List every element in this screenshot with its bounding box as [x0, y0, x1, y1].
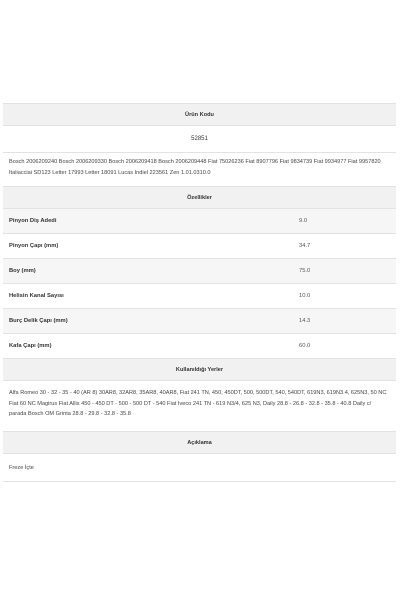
spec-label: Pinyon Diş Adedi — [9, 218, 57, 224]
spec-label: Kafa Çapı (mm) — [9, 343, 52, 349]
spec-label: Burç Delik Çapı (mm) — [9, 318, 68, 324]
spec-value: 75.0 — [299, 268, 311, 274]
description-text: Freze İçte — [9, 465, 34, 471]
usage-row — [3, 381, 396, 432]
spec-value: 9.0 — [299, 218, 308, 224]
description-header-label: Açıklama — [187, 439, 212, 446]
usage-header-label: Kullanıldığı Yerler — [175, 366, 224, 373]
specs-header — [3, 187, 396, 209]
spec-label: Helisin Kanal Sayısı — [9, 293, 64, 299]
spec-row — [3, 259, 396, 284]
usage-header — [3, 359, 396, 381]
description-row — [3, 454, 396, 482]
spec-row — [3, 284, 396, 309]
oem-codes-row — [3, 153, 396, 187]
spec-value: 14.3 — [299, 318, 311, 324]
specs-header-label: Özellikler — [187, 194, 212, 201]
spec-row — [3, 209, 396, 234]
spec-label: Pinyon Çapı (mm) — [9, 243, 59, 249]
spec-row — [3, 334, 396, 359]
usage-text: Alfa Romeo 30 - 32 - 35 - 40 (AR 8) 30AR8, 32AR8, 35AR8, 40AR8, Fiat 241 TN, 450, 450DT, 500, 500DT, 540, 540DT, 619N3, 619N3.4, 625N3, 50 NC Fiat 60 NC Magirus Fiat Allis 450 - 450 DT - 500 - 500 DT - 540 Fiat Iveco 241 TN - 619 N3/4, 625 N3, Daily 28.8 - 26.8 - 32.8 - 35.8 - 40.8 Daily c/ parada Bosch OM Grinta 28.8 - 29.8 - 32.8 - 35.8 — [9, 390, 387, 417]
spec-value: 60.0 — [299, 343, 311, 349]
spec-value: 34.7 — [299, 243, 311, 249]
product-code-header — [3, 104, 396, 126]
spec-label: Boy (mm) — [9, 268, 36, 274]
product-code-value: 52851 — [191, 136, 208, 142]
spec-value: 10.0 — [299, 293, 311, 299]
spec-row — [3, 234, 396, 259]
product-code-value-row — [3, 126, 396, 153]
product-code-header-label: Ürün Kodu — [185, 111, 214, 118]
product-info-table — [3, 103, 396, 482]
oem-codes-text: Bosch 2006209240 Bosch 2006209330 Bosch 2006209418 Bosch 2006209448 Fiat 75026236 Fiat 8907796 Fiat 9834739 Fiat 9934977 Fiat 9957820 Italiacciai SD123 Letter 17993 Letter 18091 Lucas Indiel 223561 Zen 1.01.0310.0 — [9, 159, 381, 176]
description-header — [3, 432, 396, 454]
spec-row — [3, 309, 396, 334]
